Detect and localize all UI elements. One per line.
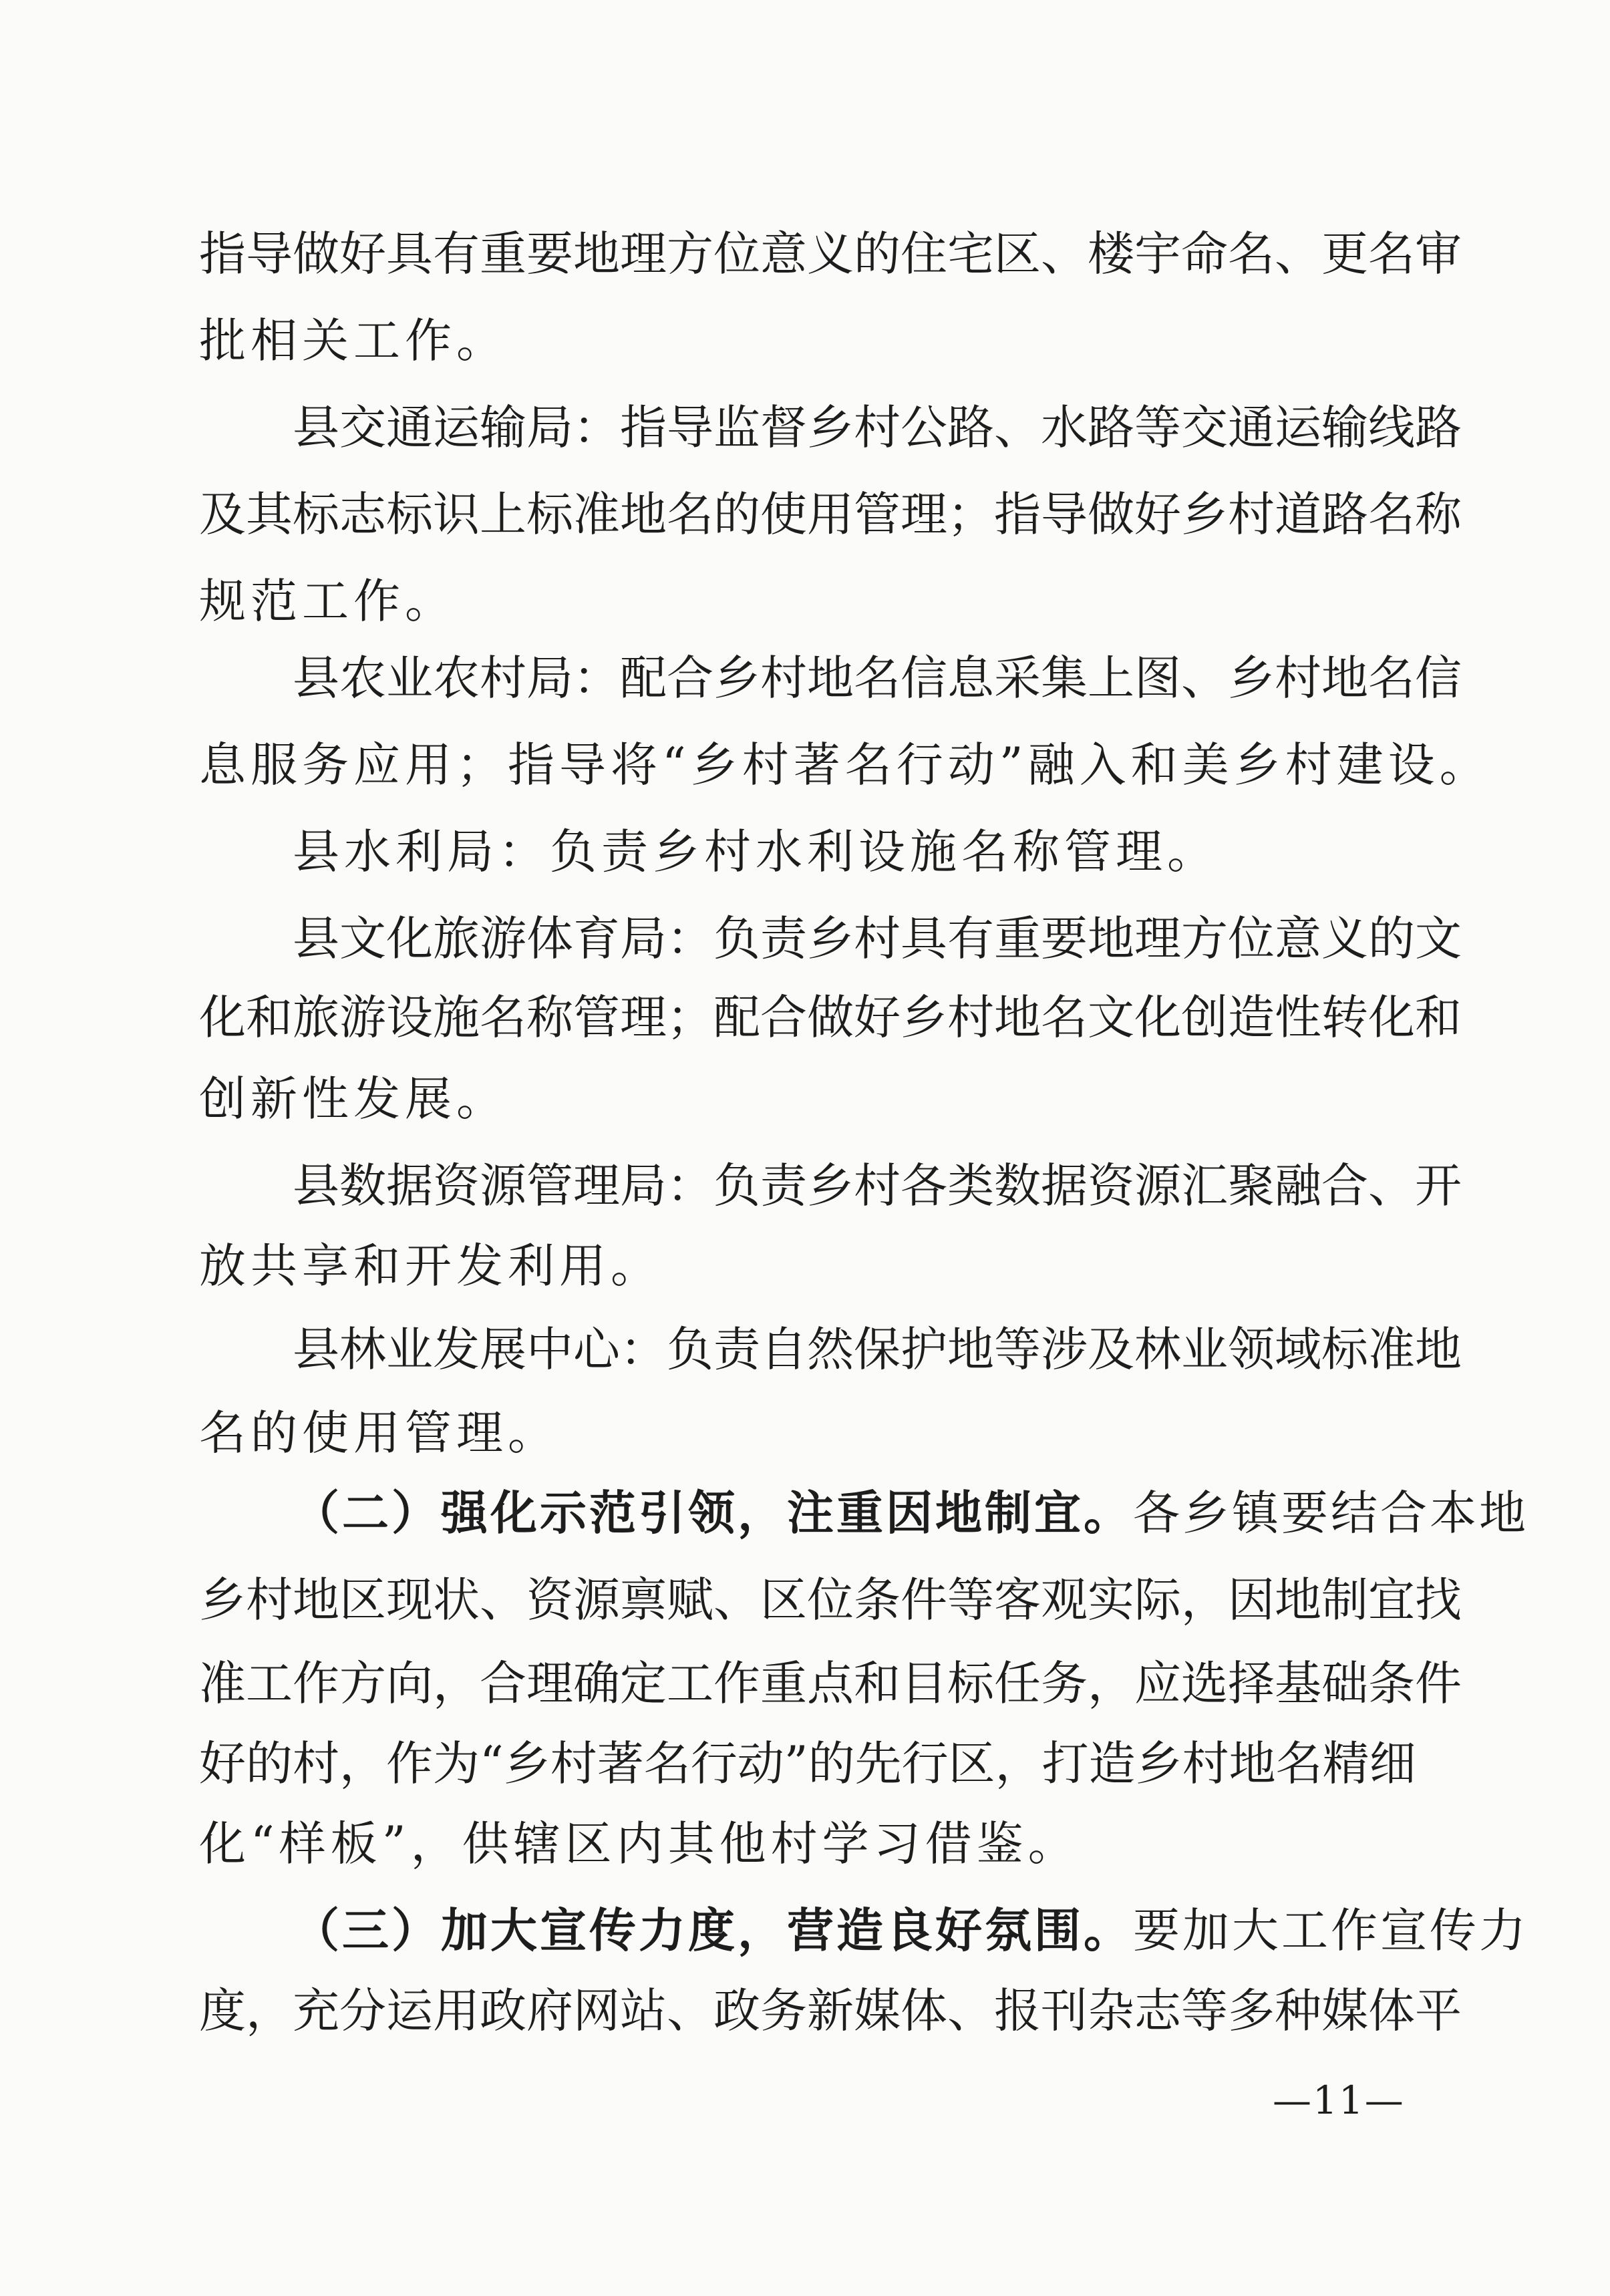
body-text-line: 创新性发展。 bbox=[199, 1072, 508, 1126]
body-text-line: 化和旅游设施名称管理；配合做好乡村地名文化创造性转化和 bbox=[199, 990, 1462, 1045]
body-text-inline: 各乡镇要结合本地 bbox=[1133, 1486, 1528, 1540]
section-heading-line bbox=[293, 1903, 1528, 1958]
body-text-line: 规范工作。 bbox=[199, 574, 456, 629]
body-text-line: 好的村，作为“乡村著名行动”的先行区，打造乡村地名精细 bbox=[199, 1736, 1416, 1791]
body-text-line: 准工作方向，合理确定工作重点和目标任务，应选择基础条件 bbox=[199, 1656, 1462, 1711]
body-text-line: 县水利局：负责乡村水利设施名称管理。 bbox=[293, 824, 1219, 879]
body-text-line: 度，充分运用政府网站、政务新媒体、报刊杂志等多种媒体平 bbox=[199, 1983, 1462, 2038]
body-text-line: 及其标志标识上标准地名的使用管理；指导做好乡村道路名称 bbox=[199, 487, 1462, 542]
section-heading: （二）强化示范引领，注重因地制宜。 bbox=[293, 1485, 1133, 1540]
page-number: —11— bbox=[1273, 2078, 1405, 2123]
body-text-line: 县数据资源管理局：负责乡村各类数据资源汇聚融合、开 bbox=[293, 1158, 1462, 1213]
section-heading: （三）加大宣传力度，营造良好氛围。 bbox=[293, 1903, 1133, 1958]
body-text-line: 县文化旅游体育局：负责乡村具有重要地理方位意义的文 bbox=[293, 911, 1462, 966]
body-text-line: 名的使用管理。 bbox=[199, 1406, 559, 1460]
body-text-line: 批相关工作。 bbox=[199, 313, 508, 368]
body-text-line: 指导做好具有重要地理方位意义的住宅区、楼宇命名、更名审 bbox=[199, 226, 1462, 281]
body-text-inline: 要加大工作宣传力 bbox=[1133, 1903, 1528, 1958]
section-heading-line bbox=[293, 1485, 1528, 1540]
body-text-line: 放共享和开发利用。 bbox=[199, 1239, 662, 1293]
body-text-line: 乡村地区现状、资源禀赋、区位条件等客观实际，因地制宜找 bbox=[199, 1573, 1462, 1627]
body-text-line: 县交通运输局：指导监督乡村公路、水路等交通运输线路 bbox=[293, 400, 1462, 455]
body-text-line: 息服务应用；指导将“乡村著名行动”融入和美乡村建设。 bbox=[199, 737, 1491, 792]
body-text-line: 化“样板”，供辖区内其他村学习借鉴。 bbox=[199, 1816, 1080, 1871]
body-text-line: 县林业发展中心：负责自然保护地等涉及林业领域标准地 bbox=[293, 1322, 1462, 1377]
body-text-line: 县农业农村局：配合乡村地名信息采集上图、乡村地名信 bbox=[293, 651, 1462, 705]
